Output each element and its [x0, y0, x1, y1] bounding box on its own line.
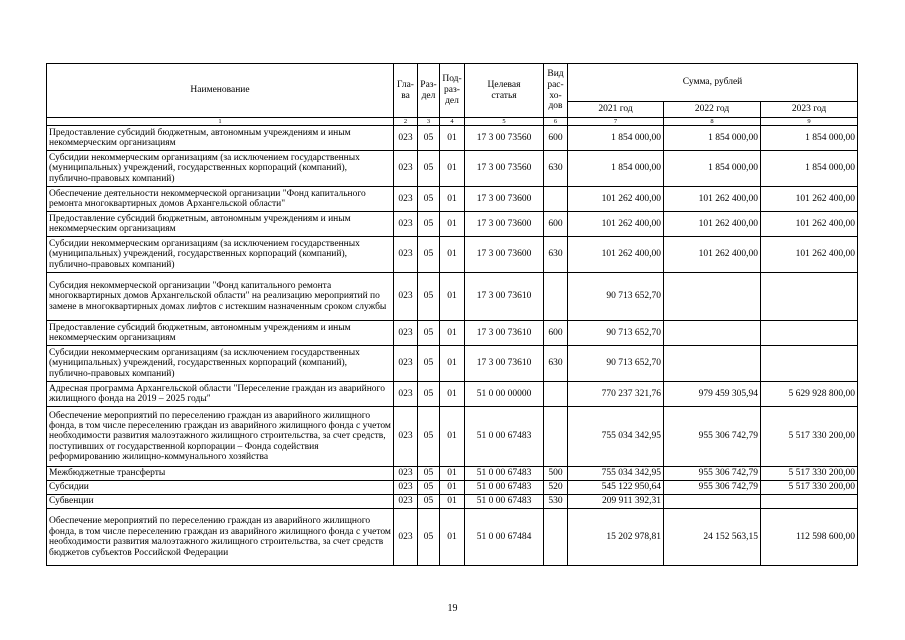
row-vid-cell: 600 — [544, 321, 568, 346]
row-vid-cell: 630 — [544, 151, 568, 187]
row-vid-cell: 600 — [544, 126, 568, 151]
row-vid-cell — [544, 407, 568, 467]
header-vid: Вид рас- хо- дов — [544, 64, 568, 118]
row-podrazdel-cell: 01 — [440, 126, 465, 151]
column-number: 4 — [440, 118, 465, 126]
row-glava-cell: 023 — [394, 126, 418, 151]
row-glava-cell: 023 — [394, 382, 418, 407]
row-target-cell: 51 0 00 67483 — [465, 481, 544, 495]
row-glava-cell: 023 — [394, 509, 418, 566]
row-podrazdel-cell: 01 — [440, 509, 465, 566]
row-sum-2021-cell: 755 034 342,95 — [568, 407, 664, 467]
row-sum-2021-cell: 15 202 978,81 — [568, 509, 664, 566]
header-podrazdel: Под- раз- дел — [440, 64, 465, 118]
row-sum-2021-cell: 545 122 950,64 — [568, 481, 664, 495]
row-glava-cell: 023 — [394, 151, 418, 187]
row-sum-2023-cell: 1 854 000,00 — [761, 126, 858, 151]
row-sum-2022-cell: 979 459 305,94 — [664, 382, 761, 407]
row-sum-2021-cell: 209 911 392,31 — [568, 495, 664, 509]
table-row — [47, 212, 858, 237]
row-podrazdel-cell: 01 — [440, 481, 465, 495]
header-year-2021: 2021 год — [568, 102, 664, 118]
row-vid-cell — [544, 509, 568, 566]
row-razdel-cell: 05 — [418, 382, 440, 407]
row-vid-cell: 630 — [544, 346, 568, 382]
column-number: 1 — [47, 118, 394, 126]
row-razdel-cell: 05 — [418, 187, 440, 212]
row-glava-cell: 023 — [394, 495, 418, 509]
budget-sheet — [46, 63, 857, 566]
table-row — [47, 509, 858, 566]
table-row — [47, 237, 858, 273]
row-sum-2023-cell — [761, 321, 858, 346]
row-podrazdel-cell: 01 — [440, 212, 465, 237]
row-razdel-cell: 05 — [418, 509, 440, 566]
row-glava-cell: 023 — [394, 467, 418, 481]
row-name-cell: Субсидии некоммерческим организациям (за исключением государственных (муниципальных) учреждений, государственных корпораций (компаний), публично-правовых компаний) — [47, 346, 394, 382]
table-row — [47, 495, 858, 509]
row-razdel-cell: 05 — [418, 407, 440, 467]
table-row — [47, 382, 858, 407]
row-sum-2021-cell: 770 237 321,76 — [568, 382, 664, 407]
row-sum-2021-cell: 101 262 400,00 — [568, 237, 664, 273]
row-glava-cell: 023 — [394, 187, 418, 212]
row-sum-2021-cell: 755 034 342,95 — [568, 467, 664, 481]
table-row — [47, 481, 858, 495]
row-vid-cell: 520 — [544, 481, 568, 495]
table-row — [47, 273, 858, 321]
column-number-row — [47, 118, 858, 126]
row-sum-2022-cell: 1 854 000,00 — [664, 126, 761, 151]
row-sum-2023-cell: 5 517 330 200,00 — [761, 407, 858, 467]
row-name-cell: Субвенции — [47, 495, 394, 509]
row-razdel-cell: 05 — [418, 495, 440, 509]
row-target-cell: 17 3 00 73600 — [465, 237, 544, 273]
row-sum-2023-cell: 1 854 000,00 — [761, 151, 858, 187]
row-sum-2023-cell: 101 262 400,00 — [761, 187, 858, 212]
page-number: 19 — [447, 603, 458, 614]
table-row — [47, 407, 858, 467]
row-vid-cell: 530 — [544, 495, 568, 509]
row-podrazdel-cell: 01 — [440, 495, 465, 509]
row-podrazdel-cell: 01 — [440, 346, 465, 382]
row-sum-2022-cell: 101 262 400,00 — [664, 237, 761, 273]
row-vid-cell: 600 — [544, 212, 568, 237]
row-sum-2023-cell — [761, 273, 858, 321]
row-name-cell: Межбюджетные трансферты — [47, 467, 394, 481]
row-name-cell: Обеспечение мероприятий по переселению граждан из аварийного жилищного фонда, в том числе переселению граждан из аварийного жилищного фонда с учетом необходимости развития малоэтажного жилищного строительства, за счет средств бюджетов субъектов Российской Федерации — [47, 509, 394, 566]
table-row — [47, 321, 858, 346]
table-row — [47, 187, 858, 212]
row-podrazdel-cell: 01 — [440, 407, 465, 467]
row-vid-cell: 500 — [544, 467, 568, 481]
row-razdel-cell: 05 — [418, 346, 440, 382]
row-sum-2023-cell: 101 262 400,00 — [761, 212, 858, 237]
row-sum-2021-cell: 1 854 000,00 — [568, 126, 664, 151]
row-name-cell: Субсидии некоммерческим организациям (за исключением государственных (муниципальных) учреждений, государственных корпораций (компаний), публично-правовых компаний) — [47, 237, 394, 273]
row-sum-2022-cell: 24 152 563,15 — [664, 509, 761, 566]
budget-table — [46, 63, 858, 566]
row-sum-2021-cell: 90 713 652,70 — [568, 273, 664, 321]
column-number: 2 — [394, 118, 418, 126]
row-name-cell: Обеспечение мероприятий по переселению граждан из аварийного жилищного фонда, в том числе переселению граждан из аварийного жилищного фонда с учетом необходимости развития малоэтажного жилищного строительства, за счет средств, поступивших от государственной корпорации – Фонда содействия реформированию жилищно-коммунального хозяйства — [47, 407, 394, 467]
table-row — [47, 151, 858, 187]
header-year-2022: 2022 год — [664, 102, 761, 118]
header-glava: Гла- ва — [394, 64, 418, 118]
row-sum-2022-cell: 955 306 742,79 — [664, 481, 761, 495]
table-row — [47, 126, 858, 151]
row-sum-2022-cell: 101 262 400,00 — [664, 212, 761, 237]
row-sum-2023-cell: 101 262 400,00 — [761, 237, 858, 273]
table-row — [47, 467, 858, 481]
row-sum-2022-cell: 955 306 742,79 — [664, 407, 761, 467]
row-target-cell: 51 0 00 67483 — [465, 467, 544, 481]
row-name-cell: Субсидии — [47, 481, 394, 495]
row-sum-2023-cell: 5 517 330 200,00 — [761, 481, 858, 495]
row-vid-cell — [544, 382, 568, 407]
row-name-cell: Субсидии некоммерческим организациям (за исключением государственных (муниципальных) учреждений, государственных корпораций (компаний), публично-правовых компаний) — [47, 151, 394, 187]
row-sum-2022-cell: 101 262 400,00 — [664, 187, 761, 212]
column-number: 6 — [544, 118, 568, 126]
row-target-cell: 17 3 00 73610 — [465, 273, 544, 321]
row-razdel-cell: 05 — [418, 321, 440, 346]
row-sum-2022-cell — [664, 346, 761, 382]
row-podrazdel-cell: 01 — [440, 151, 465, 187]
column-number: 5 — [465, 118, 544, 126]
row-sum-2023-cell: 5 517 330 200,00 — [761, 467, 858, 481]
row-target-cell: 51 0 00 00000 — [465, 382, 544, 407]
row-sum-2021-cell: 90 713 652,70 — [568, 346, 664, 382]
column-number: 9 — [761, 118, 858, 126]
row-razdel-cell: 05 — [418, 237, 440, 273]
row-sum-2021-cell: 1 854 000,00 — [568, 151, 664, 187]
row-podrazdel-cell: 01 — [440, 321, 465, 346]
row-glava-cell: 023 — [394, 346, 418, 382]
row-glava-cell: 023 — [394, 273, 418, 321]
table-row — [47, 346, 858, 382]
row-vid-cell — [544, 187, 568, 212]
row-sum-2022-cell — [664, 273, 761, 321]
row-name-cell: Субсидия некоммерческой организации "Фонд капитального ремонта многоквартирных домов Архангельской области" на реализацию мероприятий по замене в многоквартирных домах лифтов с истекшим назначенным сроком службы — [47, 273, 394, 321]
row-glava-cell: 023 — [394, 321, 418, 346]
row-target-cell: 51 0 00 67483 — [465, 407, 544, 467]
row-podrazdel-cell: 01 — [440, 382, 465, 407]
row-razdel-cell: 05 — [418, 151, 440, 187]
row-vid-cell: 630 — [544, 237, 568, 273]
row-podrazdel-cell: 01 — [440, 187, 465, 212]
row-razdel-cell: 05 — [418, 467, 440, 481]
row-sum-2022-cell — [664, 321, 761, 346]
row-glava-cell: 023 — [394, 481, 418, 495]
table-body — [47, 126, 858, 566]
row-name-cell: Адресная программа Архангельской области "Переселение граждан из аварийного жилищного фонда на 2019 – 2025 годы" — [47, 382, 394, 407]
column-number: 3 — [418, 118, 440, 126]
header-name: Наименование — [47, 64, 394, 118]
row-target-cell: 17 3 00 73610 — [465, 346, 544, 382]
row-name-cell: Предоставление субсидий бюджетным, автономным учреждениям и иным некоммерческим организациям — [47, 212, 394, 237]
row-vid-cell — [544, 273, 568, 321]
header-target: Целевая статья — [465, 64, 544, 118]
row-sum-2022-cell: 955 306 742,79 — [664, 467, 761, 481]
row-glava-cell: 023 — [394, 212, 418, 237]
column-number: 7 — [568, 118, 664, 126]
header-year-2023: 2023 год — [761, 102, 858, 118]
row-razdel-cell: 05 — [418, 273, 440, 321]
header-razdel: Раз- дел — [418, 64, 440, 118]
row-target-cell: 51 0 00 67484 — [465, 509, 544, 566]
row-podrazdel-cell: 01 — [440, 237, 465, 273]
row-name-cell: Обеспечение деятельности некоммерческой организации "Фонд капитального ремонта многоквартирных домов Архангельской области" — [47, 187, 394, 212]
row-target-cell: 51 0 00 67483 — [465, 495, 544, 509]
row-glava-cell: 023 — [394, 407, 418, 467]
header-sum: Сумма, рублей — [568, 64, 858, 102]
row-sum-2022-cell — [664, 495, 761, 509]
row-podrazdel-cell: 01 — [440, 273, 465, 321]
row-razdel-cell: 05 — [418, 212, 440, 237]
row-name-cell: Предоставление субсидий бюджетным, автономным учреждениям и иным некоммерческим организациям — [47, 126, 394, 151]
row-sum-2021-cell: 101 262 400,00 — [568, 212, 664, 237]
row-sum-2023-cell: 5 629 928 800,00 — [761, 382, 858, 407]
row-target-cell: 17 3 00 73560 — [465, 126, 544, 151]
row-sum-2023-cell — [761, 495, 858, 509]
row-sum-2021-cell: 101 262 400,00 — [568, 187, 664, 212]
header-row-top — [47, 64, 858, 102]
row-sum-2023-cell: 112 598 600,00 — [761, 509, 858, 566]
row-sum-2021-cell: 90 713 652,70 — [568, 321, 664, 346]
column-number: 8 — [664, 118, 761, 126]
row-podrazdel-cell: 01 — [440, 467, 465, 481]
row-target-cell: 17 3 00 73600 — [465, 187, 544, 212]
row-sum-2023-cell — [761, 346, 858, 382]
row-target-cell: 17 3 00 73560 — [465, 151, 544, 187]
row-glava-cell: 023 — [394, 237, 418, 273]
row-target-cell: 17 3 00 73600 — [465, 212, 544, 237]
row-razdel-cell: 05 — [418, 126, 440, 151]
row-sum-2022-cell: 1 854 000,00 — [664, 151, 761, 187]
row-name-cell: Предоставление субсидий бюджетным, автономным учреждениям и иным некоммерческим организациям — [47, 321, 394, 346]
row-razdel-cell: 05 — [418, 481, 440, 495]
row-target-cell: 17 3 00 73610 — [465, 321, 544, 346]
